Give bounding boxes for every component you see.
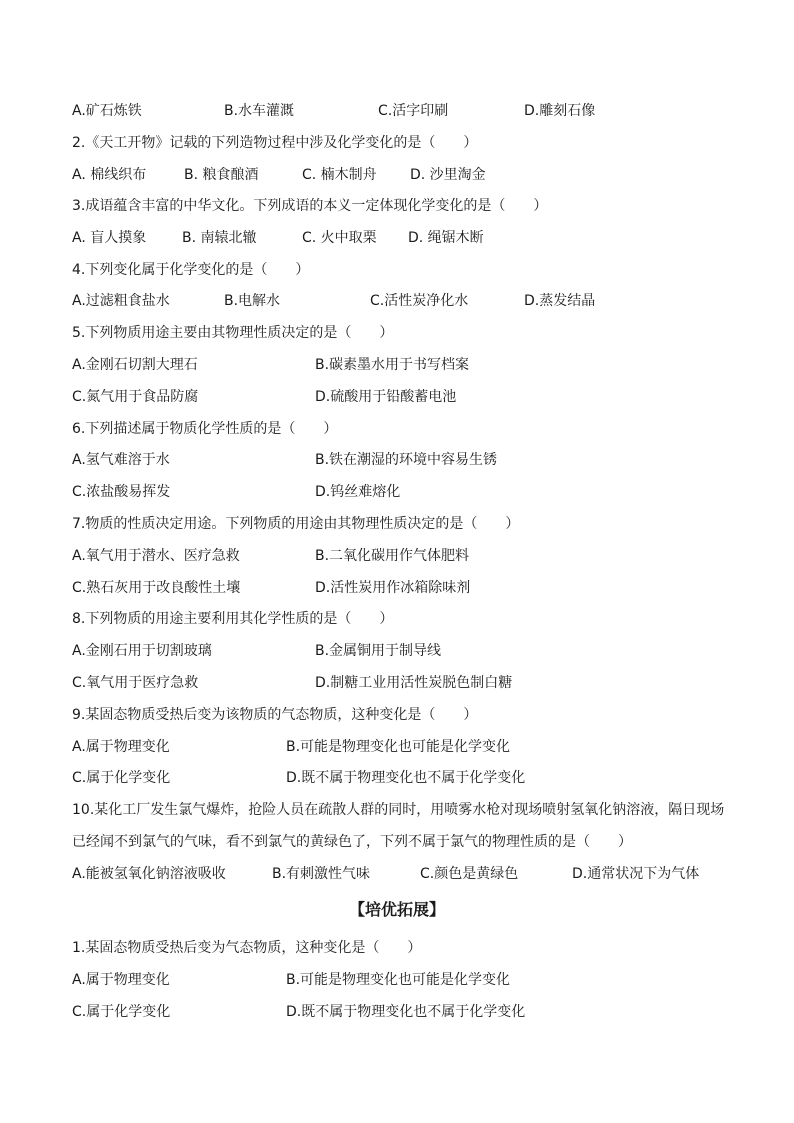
q1-option-d: D.雕刻石像	[524, 103, 596, 119]
q10-option-b: B.有刺激性气味	[272, 866, 371, 882]
q1-option-a: A.矿石炼铁	[72, 103, 142, 119]
q8-option-d: D.制糖工业用活性炭脱色制白糖	[315, 675, 513, 691]
ext1-option-a: A.属于物理变化	[72, 972, 170, 988]
q10-option-c: C.颜色是黄绿色	[420, 866, 519, 882]
q7-option-d: D.活性炭用作冰箱除味剂	[315, 580, 471, 596]
q5-option-b: B.碳素墨水用于书写档案	[315, 357, 470, 373]
q7-option-b: B.二氧化碳用作气体肥料	[315, 548, 470, 564]
q5-options-row1	[72, 356, 772, 374]
q4-option-c: C.活性炭净化水	[370, 293, 469, 309]
q1-option-b: B.水车灌溉	[224, 103, 295, 119]
q8-option-b: B.金属铜用于制导线	[315, 643, 442, 659]
ext1-options-row1	[72, 971, 772, 989]
ext1-options-row2	[72, 1003, 772, 1021]
q10-options	[72, 865, 772, 883]
q2-option-c: C. 楠木制舟	[302, 167, 377, 183]
q6-option-c: C.浓盐酸易挥发	[72, 484, 171, 500]
q5-stem: 5.下列物质用途主要由其物理性质决定的是（ ）	[72, 325, 394, 341]
q2-option-b: B. 粮食酿酒	[184, 167, 259, 183]
ext1-option-b: B.可能是物理变化也可能是化学变化	[286, 972, 511, 988]
q3-option-d: D. 绳锯木断	[408, 230, 484, 246]
ext1-stem: 1.某固态物质受热后变为气态物质，这种变化是（ ）	[72, 940, 422, 956]
q5-option-d: D.硫酸用于铅酸蓄电池	[315, 389, 457, 405]
q7-option-c: C.熟石灰用于改良酸性土壤	[72, 580, 241, 596]
ext1-option-c: C.属于化学变化	[72, 1004, 171, 1020]
q10-stem-line1: 10.某化工厂发生氯气爆炸，抢险人员在疏散人群的同时，用喷雾水枪对现场喷射氢氧化钠溶液，隔日现场	[72, 802, 725, 818]
ext1-option-d: D.既不属于物理变化也不属于化学变化	[286, 1004, 526, 1020]
q3-option-a: A. 盲人摸象	[72, 230, 147, 246]
q3-option-c: C. 火中取栗	[302, 230, 377, 246]
q2-stem: 2.《天工开物》记载的下列造物过程中涉及化学变化的是（ ）	[72, 135, 478, 151]
q7-option-a: A.氧气用于潜水、医疗急救	[72, 548, 240, 564]
q10-option-a: A.能被氢氧化钠溶液吸收	[72, 866, 226, 882]
q6-option-b: B.铁在潮湿的环境中容易生锈	[315, 452, 498, 468]
q8-stem: 8.下列物质的用途主要利用其化学性质的是（ ）	[72, 611, 394, 627]
q4-stem: 4.下列变化属于化学变化的是（ ）	[72, 262, 310, 278]
q6-options-row1	[72, 451, 772, 469]
q3-options	[72, 229, 772, 247]
q8-option-a: A.金刚石用于切割玻璃	[72, 643, 212, 659]
q7-options-row1	[72, 547, 772, 565]
q5-option-c: C.氮气用于食品防腐	[72, 389, 199, 405]
q5-options-row2	[72, 388, 772, 406]
q9-options-row2	[72, 769, 772, 787]
q8-options-row2	[72, 674, 772, 692]
q6-option-d: D.钨丝难熔化	[315, 484, 401, 500]
q9-option-b: B.可能是物理变化也可能是化学变化	[286, 739, 511, 755]
q9-option-d: D.既不属于物理变化也不属于化学变化	[286, 770, 526, 786]
q6-stem: 6.下列描述属于物质化学性质的是（ ）	[72, 421, 338, 437]
q2-option-a: A. 棉线织布	[72, 167, 147, 183]
q4-options	[72, 292, 772, 310]
q4-option-b: B.电解水	[224, 293, 281, 309]
q1-option-c: C.活字印刷	[378, 103, 449, 119]
q6-options-row2	[72, 483, 772, 501]
q7-options-row2	[72, 579, 772, 597]
q10-stem-line2: 已经闻不到氯气的气味，看不到氯气的黄绿色了，下列不属于氯气的物理性质的是（ ）	[72, 834, 632, 850]
q5-option-a: A.金刚石切割大理石	[72, 357, 198, 373]
q9-stem: 9.某固态物质受热后变为该物质的气态物质，这种变化是（ ）	[72, 707, 478, 723]
q9-option-a: A.属于物理变化	[72, 739, 170, 755]
q8-options-row1	[72, 642, 772, 660]
q8-option-c: C.氧气用于医疗急救	[72, 675, 199, 691]
q4-option-a: A.过滤粗食盐水	[72, 293, 170, 309]
q9-options-row1	[72, 738, 772, 756]
q2-options	[72, 166, 772, 184]
q3-option-b: B. 南辕北辙	[182, 230, 257, 246]
q7-stem: 7.物质的性质决定用途。下列物质的用途由其物理性质决定的是（ ）	[72, 516, 520, 532]
q6-option-a: A.氢气难溶于水	[72, 452, 170, 468]
q3-stem: 3.成语蕴含丰富的中华文化。下列成语的本义一定体现化学变化的是（ ）	[72, 198, 548, 214]
q4-option-d: D.蒸发结晶	[524, 293, 596, 309]
q9-option-c: C.属于化学变化	[72, 770, 171, 786]
q2-option-d: D. 沙里淘金	[410, 167, 486, 183]
section-heading: 【培优拓展】	[348, 900, 445, 919]
q10-option-d: D.通常状况下为气体	[572, 866, 700, 882]
q1-options	[72, 102, 772, 120]
